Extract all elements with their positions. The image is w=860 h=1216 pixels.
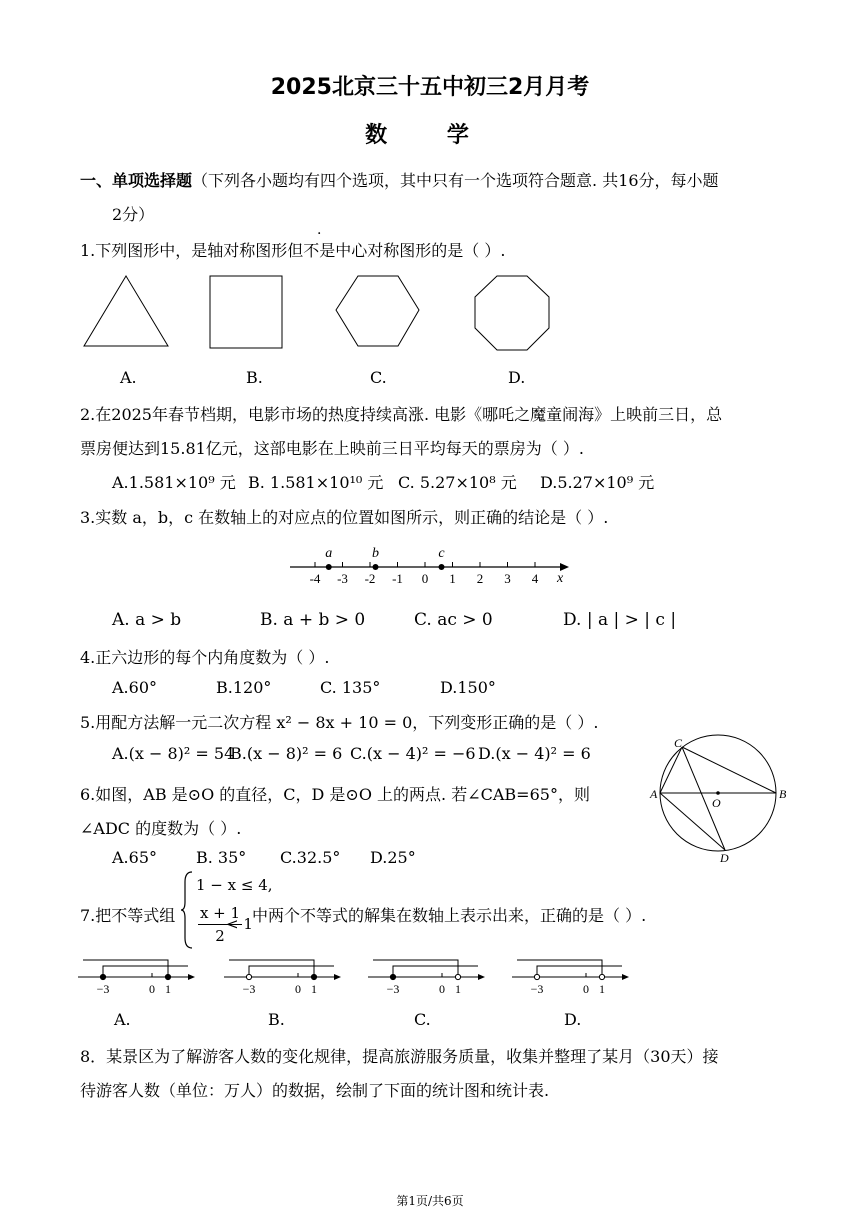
- q2-line-1: 2.在2025年春节档期，电影市场的热度持续高涨. 电影《哪吒之魔童闹海》上映前三日，总: [80, 405, 723, 424]
- q3-text: 3.实数 a，b，c 在数轴上的对应点的位置如图所示，则正确的结论是（ ）.: [80, 508, 609, 527]
- solution-bracket-1: [373, 960, 458, 977]
- q3-option-b: B. a + b > 0: [260, 610, 366, 630]
- solution-bracket-2: [537, 966, 622, 977]
- tick-label: 0: [583, 982, 589, 996]
- q7-inequality-1: 1 − x ≤ 4,: [196, 876, 273, 894]
- q6-line-2: ∠ADC 的度数为（ ）.: [80, 819, 242, 838]
- tick-label: −3: [386, 982, 400, 996]
- point-label-b: b: [372, 546, 379, 561]
- q7-fraction-den: 2: [215, 927, 225, 945]
- point-label-a: A: [650, 787, 658, 801]
- tick-label: −3: [96, 982, 110, 996]
- q7-number-line-c: [368, 960, 485, 996]
- q4-option-d: D.150°: [440, 678, 496, 697]
- q4-option-a: A.60°: [112, 678, 157, 697]
- point-c: [439, 564, 445, 570]
- axis-arrow-icon: [622, 974, 629, 980]
- q5-option-c: C.(x − 4)² = −6: [350, 744, 476, 763]
- q3-option-d: D. | a | > | c |: [563, 610, 677, 630]
- q1-label-d: D.: [508, 368, 526, 387]
- point-label-d: D: [720, 851, 729, 865]
- q4-text: 4.正六边形的每个内角度数为（ ）.: [80, 648, 330, 667]
- q7-label-a: A.: [114, 1010, 131, 1029]
- point-label-a: a: [325, 546, 333, 561]
- endpoint-right: [311, 974, 316, 979]
- endpoint-right: [455, 974, 460, 979]
- q6-option-d: D.25°: [370, 848, 416, 867]
- q3-option-c: C. ac > 0: [414, 610, 493, 630]
- q7-suffix: 中两个不等式的解集在数轴上表示出来，正确的是（ ）.: [252, 906, 647, 925]
- tick-label: -4: [309, 571, 321, 586]
- q4-option-c: C. 135°: [320, 678, 381, 697]
- page-footer: 第1页/共6页: [396, 1194, 464, 1208]
- axis-arrow-icon: [188, 974, 195, 980]
- point-b: [373, 564, 379, 570]
- q1-label-a: A.: [120, 368, 137, 387]
- q6-line-1: 6.如图，AB 是⊙O 的直径，C，D 是⊙O 上的两点. 若∠CAB=65°，则: [80, 785, 590, 804]
- q7-label-d: D.: [564, 1010, 582, 1029]
- point-label-c: c: [438, 546, 445, 561]
- q2-option-b: B. 1.581×10¹⁰ 元: [248, 473, 384, 492]
- endpoint-right: [599, 974, 604, 979]
- point-a: [326, 564, 332, 570]
- q7-inequality-2-rest: < 1: [226, 915, 253, 933]
- q1-text-a: 1.下列图形中，是轴对称图形但: [80, 241, 304, 260]
- tick-label: -3: [337, 571, 348, 586]
- q1-figures: [0, 268, 860, 378]
- q5-option-d: D.(x − 4)² = 6: [478, 744, 591, 763]
- q6-option-b: B. 35°: [196, 848, 247, 867]
- solution-bracket-2: [103, 966, 188, 977]
- section-heading: 一、单项选择题: [80, 171, 193, 190]
- q1-text-b: 中心对称图形的是（ ）.: [335, 241, 506, 260]
- solution-bracket-1: [229, 960, 314, 977]
- q6-option-c: C.32.5°: [280, 848, 341, 867]
- tick-label: 0: [149, 982, 155, 996]
- q5-text: 5.用配方法解一元二次方程 x² − 8x + 10 = 0，下列变形正确的是（ ）.: [80, 713, 599, 732]
- octagon-shape: [475, 276, 549, 350]
- solution-bracket-2: [249, 966, 334, 977]
- axis-arrow-icon: [560, 563, 569, 571]
- q8-line-1: 8．某景区为了解游客人数的变化规律，提高旅游服务质量，收集并整理了某月（30天）接: [80, 1047, 719, 1066]
- q6-circle-figure: [650, 735, 800, 865]
- point-label-c: C: [674, 736, 683, 750]
- q7-prefix: 7.把不等式组: [80, 906, 176, 925]
- q1-label-c: C.: [370, 368, 387, 387]
- tick-label: 2: [476, 571, 484, 586]
- section-heading-line: [80, 168, 719, 191]
- tick-label: 1: [165, 982, 171, 996]
- tick-label: −3: [242, 982, 256, 996]
- q2-option-d: D.5.27×10⁹ 元: [540, 473, 655, 492]
- solution-bracket-2: [393, 966, 478, 977]
- tick-label: 1: [455, 982, 461, 996]
- q3-option-a: A. a > b: [112, 610, 182, 630]
- tick-label: 1: [449, 571, 456, 586]
- point-label-b: B: [779, 787, 787, 801]
- solution-bracket-1: [83, 960, 168, 977]
- q7-fraction-num: x + 1: [199, 904, 241, 922]
- endpoint-left: [100, 974, 105, 979]
- section-desc-1: （下列各小题均有四个选项，其中只有一个选项符合题意. 共16分，每小题: [192, 171, 719, 190]
- solution-bracket-1: [517, 960, 602, 977]
- page-title: 2025北京三十五中初三2月月考: [270, 75, 590, 100]
- q3-number-line: [285, 545, 585, 595]
- q4-option-b: B.120°: [216, 678, 272, 697]
- hexagon-shape: [336, 276, 419, 346]
- q2-option-c: C. 5.27×10⁸ 元: [398, 473, 517, 492]
- square-shape: [210, 276, 282, 348]
- tick-label: -2: [364, 571, 376, 586]
- subject-title: 数 学: [365, 123, 495, 148]
- axis-arrow-icon: [334, 974, 341, 980]
- q7-label-b: B.: [268, 1010, 285, 1029]
- q7-number-lines: [0, 952, 860, 1002]
- q7-number-line-a: [78, 960, 195, 996]
- brace-icon: [180, 870, 194, 950]
- point-label-o: O: [712, 796, 721, 810]
- triangle-shape: [84, 276, 168, 346]
- tick-label: 1: [599, 982, 605, 996]
- tick-label: 1: [311, 982, 317, 996]
- tick-label: 0: [295, 982, 301, 996]
- axis-var: x: [557, 571, 564, 586]
- axis-arrow-icon: [478, 974, 485, 980]
- tick-label: 3: [504, 571, 511, 586]
- q2-line-2: 票房便达到15.81亿元，这部电影在上映前三日平均每天的票房为（ ）.: [80, 439, 584, 458]
- q7-number-line-d: [512, 960, 629, 996]
- tick-label: 0: [439, 982, 445, 996]
- tick-label: −3: [530, 982, 544, 996]
- tick-label: 0: [421, 571, 429, 586]
- endpoint-left: [534, 974, 539, 979]
- q1-text: [80, 238, 505, 261]
- q1-emphasis: 不是: [303, 241, 336, 260]
- endpoint-left: [390, 974, 395, 979]
- section-desc-2: 2分）: [112, 205, 155, 224]
- q7-label-c: C.: [414, 1010, 431, 1029]
- tick-label: 4: [531, 571, 539, 586]
- q1-label-b: B.: [246, 368, 263, 387]
- q5-option-b: B.(x − 8)² = 6: [230, 744, 343, 763]
- endpoint-right: [165, 974, 170, 979]
- q2-option-a: A.1.581×10⁹ 元: [112, 473, 236, 492]
- q6-option-a: A.65°: [112, 848, 157, 867]
- endpoint-left: [246, 974, 251, 979]
- q5-option-a: A.(x − 8)² = 54: [112, 744, 235, 763]
- q7-number-line-b: [224, 960, 341, 996]
- q8-line-2: 待游客人数（单位：万人）的数据，绘制了下面的统计图和统计表.: [80, 1081, 550, 1100]
- tick-label: -1: [392, 571, 403, 586]
